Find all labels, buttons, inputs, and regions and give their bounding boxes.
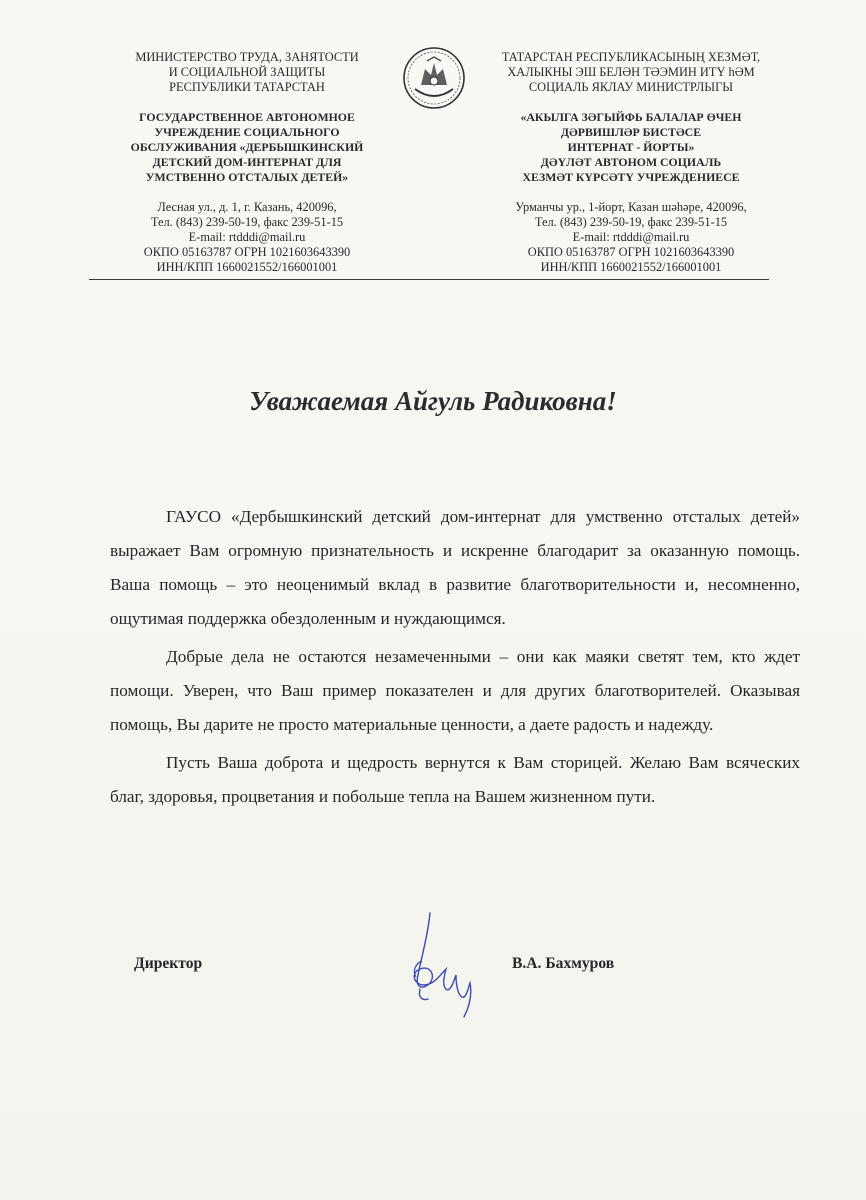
paragraph-text: Пусть Ваша доброта и щедрость вернутся к Вам сторицей. Желаю Вам всяческих благ, здоровья, процветания и побольше тепла на Вашем жизненном пути. xyxy=(110,753,800,806)
header-right-contact: Урманчы ур., 1-йорт, Казан шәһәре, 420096, xyxy=(515,199,747,214)
header-right-contact: ИНН/КПП 1660021552/166001001 xyxy=(540,260,722,275)
header-right-org: «АКЫЛГА ЗӘГЫЙФЬ БАЛАЛАР ӨЧЕН xyxy=(520,109,742,124)
header-left-contact: ОКПО 05163787 ОГРН 1021603643390 xyxy=(143,245,351,260)
header-left xyxy=(86,50,408,276)
paragraph-text: ГАУСО «Дербышкинский детский дом-интернат для умственно отсталых детей» выражает Вам огромную признательность и искренне благодарит за оказанную помощь. Ваша помощь – это неоценимый вклад в развитие благотворительности и, несомненно, ощутимая поддержка обездоленным и нуждающимся. xyxy=(110,507,800,628)
header-right-org: ХЕЗМӘТ КҮРСӘТҮ УЧРЕЖДЕНИЕСЕ xyxy=(522,170,740,185)
header-left-org: УМСТВЕННО ОТСТАЛЫХ ДЕТЕЙ» xyxy=(145,170,349,185)
salutation: Уважаемая Айгуль Радиковна! xyxy=(249,386,617,416)
header-left-org: УЧРЕЖДЕНИЕ СОЦИАЛЬНОГО xyxy=(154,124,340,139)
header-left-contact: ИНН/КПП 1660021552/166001001 xyxy=(156,260,338,275)
coat-of-arms-emblem xyxy=(401,45,467,111)
header-right-line: ХАЛЫКНЫ ЭШ БЕЛӘН ТӘЭМИН ИТҮ һӘМ xyxy=(507,65,755,80)
header-right-line: СОЦИАЛЬ ЯКЛАУ МИНИСТРЛЫГЫ xyxy=(528,80,734,95)
header-right-line: ТАТАРСТАН РЕСПУБЛИКАСЫНЫҢ ХЕЗМӘТ, xyxy=(501,50,761,64)
signatory-title: Директор xyxy=(134,955,203,972)
header-left-line: И СОЦИАЛЬНОЙ ЗАЩИТЫ xyxy=(168,65,326,80)
header-right-org: ДӘҮЛӘТ АВТОНОМ СОЦИАЛЬ xyxy=(540,155,722,170)
header-right-org: ИНТЕРНАТ - ЙОРТЫ» xyxy=(567,140,695,155)
signatory-name: В.А. Бахмуров xyxy=(512,955,615,972)
body-paragraph xyxy=(110,640,800,742)
body-paragraph xyxy=(110,500,800,636)
header-right-contact: ОКПО 05163787 ОГРН 1021603643390 xyxy=(527,245,735,260)
header-right-email: E-mail: rtdddi@mail.ru xyxy=(572,230,690,245)
paragraph-text: Добрые дела не остаются незамеченными – они как маяки светят тем, кто ждет помощи. Уверен, что Ваш пример показателен и для других благотворителей. Оказывая помощь, Вы дарите не просто материальные ценности, а даете радость и надежду. xyxy=(110,647,800,734)
header-left-email: E-mail: rtdddi@mail.ru xyxy=(188,230,306,245)
header-left-line: МИНИСТЕРСТВО ТРУДА, ЗАНЯТОСТИ xyxy=(135,50,359,64)
header-left-line: РЕСПУБЛИКИ ТАТАРСТАН xyxy=(169,80,325,95)
header-left-org: ОБСЛУЖИВАНИЯ «ДЕРБЫШКИНСКИЙ xyxy=(130,140,364,155)
header-right-org: ДӘРВИШЛӘР БИСТӘСЕ xyxy=(560,124,702,139)
header-divider xyxy=(89,279,769,280)
letter-body xyxy=(110,500,800,818)
handwritten-signature xyxy=(400,905,510,1025)
header-left-contact: Тел. (843) 239-50-19, факс 239-51-15 xyxy=(150,214,344,229)
header-right xyxy=(470,50,792,276)
header-right-contact: Тел. (843) 239-50-19, факс 239-51-15 xyxy=(534,214,728,229)
body-paragraph xyxy=(110,746,800,814)
header-left-contact: Лесная ул., д. 1, г. Казань, 420096, xyxy=(157,199,337,214)
header-left-org: ГОСУДАРСТВЕННОЕ АВТОНОМНОЕ xyxy=(139,109,355,124)
header-left-org: ДЕТСКИЙ ДОМ-ИНТЕРНАТ ДЛЯ xyxy=(152,155,342,170)
